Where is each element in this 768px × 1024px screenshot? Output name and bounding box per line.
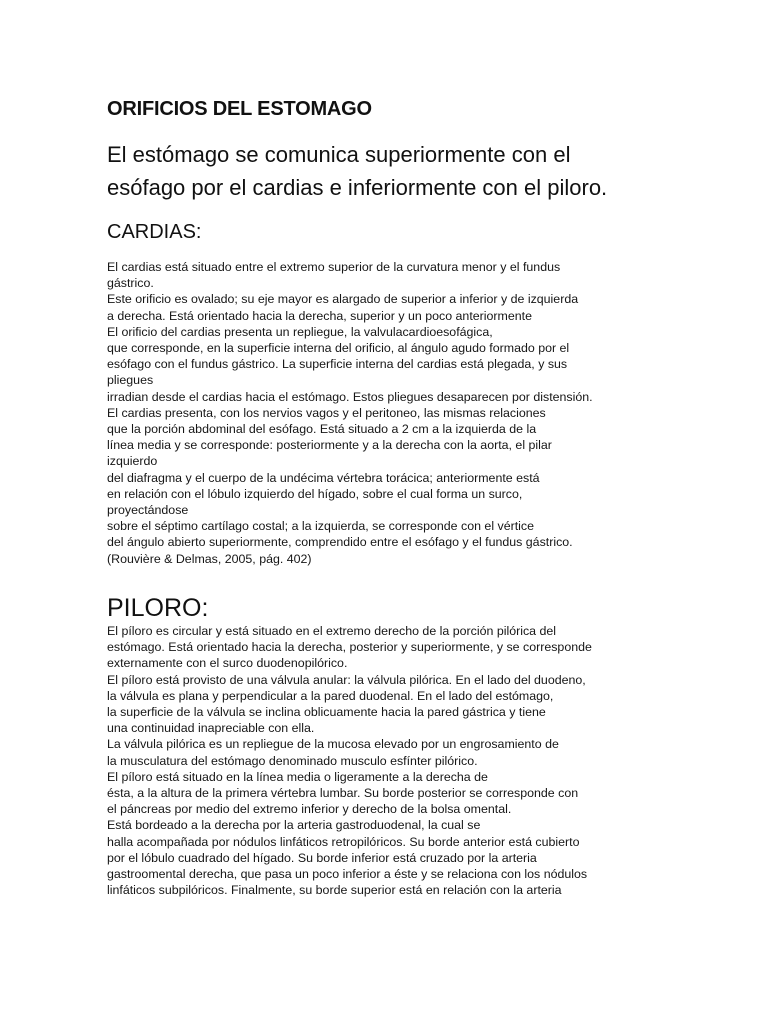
cardias-heading: CARDIAS: xyxy=(107,221,202,243)
body-line: halla acompañada por nódulos linfáticos retropilóricos. Su borde anterior está cubierto xyxy=(107,834,580,849)
body-line: El píloro está provisto de una válvula anular: la válvula pilórica. En el lado del duodeno, xyxy=(107,672,586,687)
body-line: El orificio del cardias presenta un repliegue, la valvulacardioesofágica, xyxy=(107,324,493,339)
body-line: La válvula pilórica es un repliegue de la mucosa elevado por un engrosamiento de xyxy=(107,737,559,752)
body-line: la válvula es plana y perpendicular a la pared duodenal. En el lado del estómago, xyxy=(107,688,554,703)
body-line: en relación con el lóbulo izquierdo del hígado, sobre el cual forma un surco, xyxy=(107,486,523,501)
body-line: (Rouvière & Delmas, 2005, pág. 402) xyxy=(107,551,312,566)
body-line: Está bordeado a la derecha por la arteria gastroduodenal, la cual se xyxy=(107,818,481,833)
body-line: por el lóbulo cuadrado del hígado. Su borde inferior está cruzado por la arteria xyxy=(107,850,537,865)
body-line: gástrico. xyxy=(107,276,154,291)
body-line: gastroomental derecha, que pasa un poco inferior a éste y se relaciona con los nódulos xyxy=(107,867,588,882)
body-line: que corresponde, en la superficie interna del orificio, al ángulo agudo formado por el xyxy=(107,341,570,356)
body-line: externamente con el surco duodenopilórico. xyxy=(107,656,348,671)
body-line: la superficie de la válvula se inclina oblicuamente hacia la pared gástrica y tiene xyxy=(107,705,546,720)
body-line: El cardias está situado entre el extremo superior de la curvatura menor y el fundus xyxy=(107,260,561,274)
body-line: El cardias presenta, con los nervios vagos y el peritoneo, las mismas relaciones xyxy=(107,405,546,420)
body-line: la musculatura del estómago denominado musculo esfínter pilórico. xyxy=(107,753,478,768)
intro-line: El estómago se comunica superiormente con el xyxy=(107,142,571,167)
body-line: línea media y se corresponde: posteriormente y a la derecha con la aorta, el pilar xyxy=(107,438,552,453)
piloro-body xyxy=(107,623,667,898)
body-line: esófago con el fundus gástrico. La superficie interna del cardias está plegada, y sus xyxy=(107,357,568,372)
body-line: del diafragma y el cuerpo de la undécima vértebra torácica; anteriormente está xyxy=(107,470,540,485)
body-line: Este orificio es ovalado; su eje mayor es alargado de superior a inferior y de izquierda xyxy=(107,292,579,307)
intro-paragraph xyxy=(107,138,727,204)
cardias-body xyxy=(107,259,667,567)
document-title: ORIFICIOS DEL ESTOMAGO xyxy=(107,98,372,120)
piloro-heading: PILORO: xyxy=(107,594,209,622)
body-line: izquierdo xyxy=(107,454,158,469)
body-line: estómago. Está orientado hacia la derecha, posterior y superiormente, y se corresponde xyxy=(107,640,592,655)
intro-line: esófago por el cardias e inferiormente con el piloro. xyxy=(107,175,608,200)
body-line: El píloro está situado en la línea media o ligeramente a la derecha de xyxy=(107,769,488,784)
body-line: el páncreas por medio del extremo inferior y derecho de la bolsa omental. xyxy=(107,802,512,817)
body-line: a derecha. Está orientado hacia la derecha, superior y un poco anteriormente xyxy=(107,308,532,323)
body-line: una continuidad inapreciable con ella. xyxy=(107,721,315,736)
body-line: sobre el séptimo cartílago costal; a la izquierda, se corresponde con el vértice xyxy=(107,519,535,534)
body-line: irradian desde el cardias hacia el estómago. Estos pliegues desaparecen por distensión. xyxy=(107,389,593,404)
body-line: proyectándose xyxy=(107,503,189,518)
body-line: ésta, a la altura de la primera vértebra lumbar. Su borde posterior se corresponde con xyxy=(107,786,579,801)
body-line: del ángulo abierto superiormente, comprendido entre el esófago y el fundus gástrico. xyxy=(107,535,573,550)
body-line: linfáticos subpilóricos. Finalmente, su borde superior está en relación con la arteria xyxy=(107,883,562,898)
body-line: pliegues xyxy=(107,373,154,388)
body-line: que la porción abdominal del esófago. Está situado a 2 cm a la izquierda de la xyxy=(107,422,537,437)
body-line: El píloro es circular y está situado en el extremo derecho de la porción pilórica del xyxy=(107,624,557,638)
